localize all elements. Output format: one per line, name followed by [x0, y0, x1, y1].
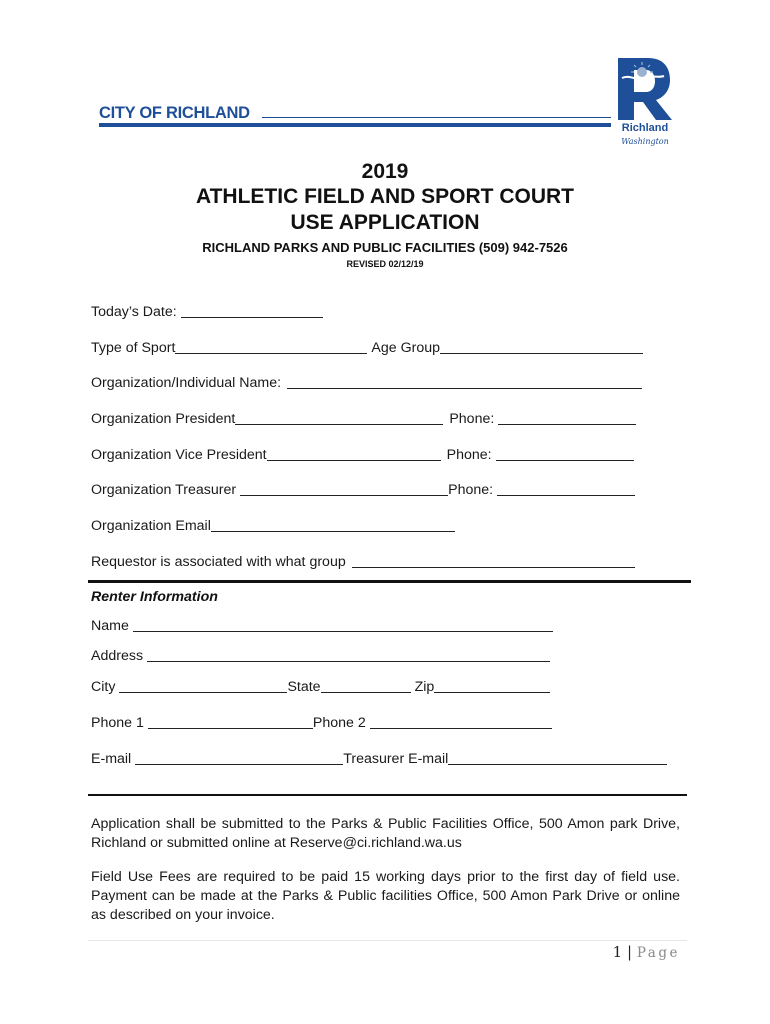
org-email-row: [91, 518, 455, 534]
treasurer-email-field[interactable]: [448, 752, 667, 765]
renter-phone2-label: Phone 2: [312, 715, 366, 731]
submission-note: Application shall be submitted to the Parks & Public Facilities Office, 500 Amon park Drive, Richland or submitted online at Reserve@ci.richland.wa.us: [91, 816, 680, 851]
renter-email-field[interactable]: [135, 752, 343, 765]
renter-info-heading: Renter Information: [91, 589, 218, 605]
org-vice-president-field[interactable]: [267, 448, 441, 461]
renter-phone2-field[interactable]: [370, 716, 552, 729]
org-name-row: [91, 375, 642, 391]
page-separator: |: [626, 943, 633, 961]
renter-phone1-field[interactable]: [148, 716, 313, 729]
vice-president-phone-label: Phone:: [446, 447, 492, 463]
page-number: [560, 943, 680, 961]
renter-address-label: Address: [91, 648, 144, 664]
org-name-field[interactable]: [287, 376, 642, 389]
org-treasurer-label: Organization Treasurer: [91, 482, 237, 498]
president-phone-field[interactable]: [498, 412, 636, 425]
fees-note: Field Use Fees are required to be paid 15 working days prior to the first day of field use. Payment can be made at the Parks & Public facilities Office, 500 Amon Park Drive or online as described on your invoice.: [91, 869, 680, 923]
treasurer-email-label: Treasurer E-mail: [343, 751, 449, 767]
renter-name-label: Name: [91, 618, 129, 634]
treasurer-phone-field[interactable]: [497, 483, 635, 496]
treasurer-row: [91, 482, 635, 498]
form-title-line2: USE APPLICATION: [290, 211, 480, 234]
renter-name-field[interactable]: [133, 619, 553, 632]
header-rule-thin: [262, 117, 611, 118]
renter-state-field[interactable]: [321, 680, 411, 693]
president-row: [91, 411, 636, 427]
vice-president-row: [91, 447, 634, 463]
renter-address-field[interactable]: [147, 649, 550, 662]
type-of-sport-field[interactable]: [175, 341, 367, 354]
org-vice-president-label: Organization Vice President: [91, 447, 267, 463]
renter-address-row: [91, 648, 550, 664]
form-year: 2019: [361, 160, 409, 183]
city-name: CITY OF RICHLAND: [99, 104, 250, 122]
header-rule-thick: [99, 123, 611, 127]
renter-city-row: [91, 679, 550, 695]
renter-phone1-label: Phone 1: [91, 715, 144, 731]
age-group-label: Age Group: [371, 340, 441, 356]
type-of-sport-label: Type of Sport: [91, 340, 176, 356]
org-name-label: Organization/Individual Name:: [91, 375, 282, 391]
renter-zip-label: Zip: [414, 679, 435, 695]
org-email-label: Organization Email: [91, 518, 211, 534]
vice-president-phone-field[interactable]: [496, 448, 634, 461]
age-group-field[interactable]: [440, 341, 643, 354]
notes-divider: [88, 794, 687, 796]
renter-email-label: E-mail: [91, 751, 132, 767]
todays-date-row: [91, 304, 323, 320]
section-divider: [88, 580, 691, 583]
org-president-field[interactable]: [235, 412, 443, 425]
renter-name-row: [91, 618, 553, 634]
footer-rule: [88, 940, 687, 941]
form-subtitle: RICHLAND PARKS AND PUBLIC FACILITIES (509) 942-7526: [202, 240, 568, 255]
renter-email-row: [91, 751, 667, 767]
president-phone-label: Phone:: [449, 411, 495, 427]
page-word: Page: [636, 945, 680, 961]
org-email-field[interactable]: [211, 519, 455, 532]
renter-city-field[interactable]: [119, 680, 287, 693]
logo-wordmark: Richland: [621, 122, 669, 134]
sport-row: [91, 340, 643, 356]
renter-zip-field[interactable]: [434, 680, 550, 693]
treasurer-phone-label: Phone:: [448, 482, 494, 498]
renter-state-label: State: [287, 679, 321, 695]
revised-date: REVISED 02/12/19: [346, 259, 424, 269]
logo-subtitle: Washington: [621, 137, 669, 146]
requestor-field[interactable]: [352, 555, 635, 568]
todays-date-label: Today’s Date:: [91, 304, 177, 320]
requestor-label: Requestor is associated with what group: [91, 554, 346, 570]
form-title-line1: ATHLETIC FIELD AND SPORT COURT: [196, 185, 574, 208]
renter-city-label: City: [91, 679, 116, 695]
org-president-label: Organization President: [91, 411, 236, 427]
page-number-value: 1: [612, 943, 623, 961]
org-treasurer-field[interactable]: [240, 483, 448, 496]
requestor-row: [91, 554, 635, 570]
todays-date-field[interactable]: [181, 305, 323, 318]
renter-phone-row: [91, 715, 552, 731]
